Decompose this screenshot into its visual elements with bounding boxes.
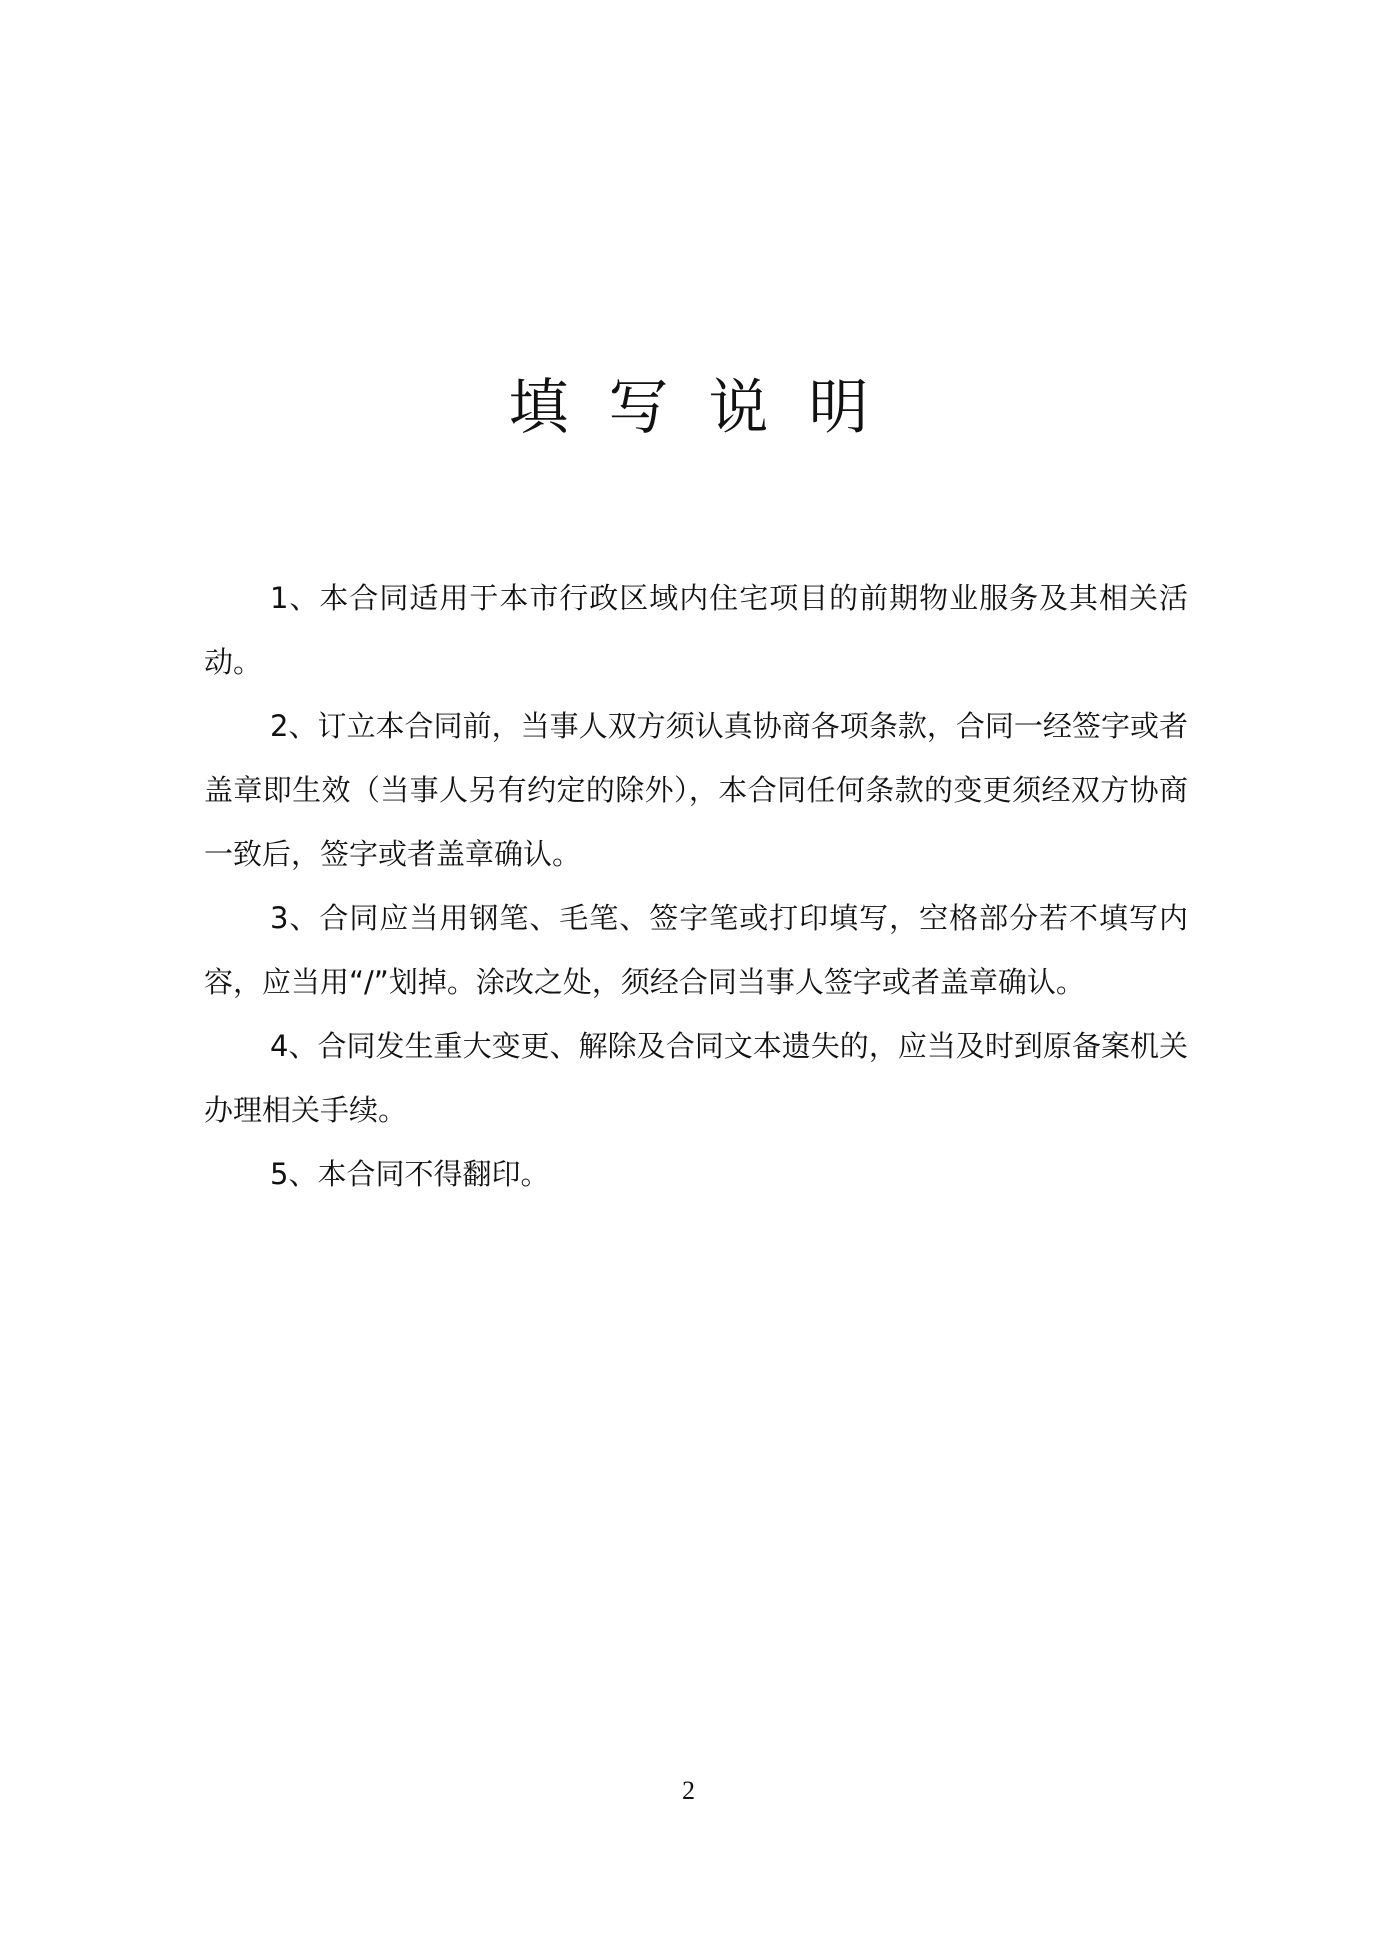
instructions-body bbox=[204, 566, 1188, 1206]
page-number: 2 bbox=[682, 1776, 695, 1805]
instruction-paragraph-4: 4、合同发生重大变更、解除及合同文本遗失的，应当及时到原备案机关办理相关手续。 bbox=[204, 1029, 1188, 1127]
instruction-paragraph-3: 3、合同应当用钢笔、毛笔、签字笔或打印填写，空格部分若不填写内容，应当用“/”划掉。涂改之处，须经合同当事人签字或者盖章确认。 bbox=[204, 901, 1188, 999]
instruction-paragraph-5: 5、本合同不得翻印。 bbox=[270, 1157, 550, 1191]
instruction-paragraph-1: 1、本合同适用于本市行政区域内住宅项目的前期物业服务及其相关活动。 bbox=[204, 581, 1188, 679]
instruction-paragraph-2: 2、订立本合同前，当事人双方须认真协商各项条款，合同一经签字或者盖章即生效（当事人另有约定的除外），本合同任何条款的变更须经双方协商一致后，签字或者盖章确认。 bbox=[204, 709, 1188, 871]
page-title: 填写说明 bbox=[508, 373, 909, 443]
